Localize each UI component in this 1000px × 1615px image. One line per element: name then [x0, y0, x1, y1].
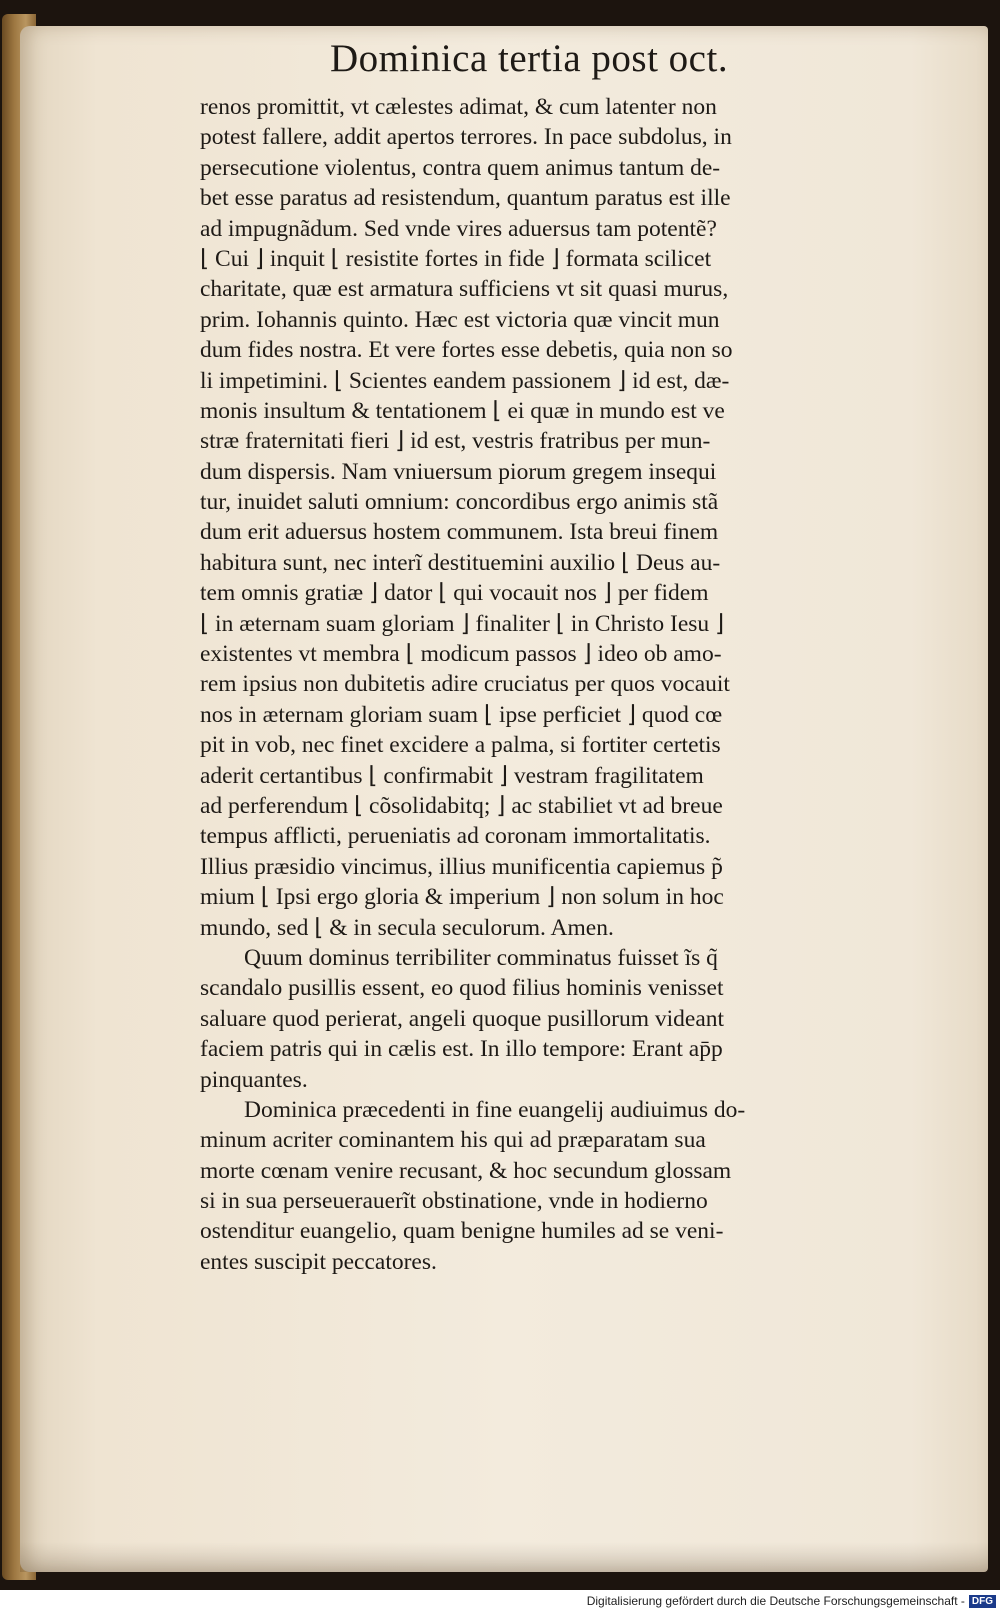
- text-line: tempus afflicti, perueniatis ad coronam immortalitatis.: [200, 823, 711, 850]
- text-line: scandalo pusillis essent, eo quod filius hominis venisset: [200, 975, 724, 1002]
- text-line: dum erit aduersus hostem communem. Ista breui finem: [200, 519, 719, 546]
- text-line: potest fallere, addit apertos terrores. In pace subdolus, in: [200, 124, 732, 151]
- text-line: pit in vob, nec finet excidere a palma, si fortiter certetis: [200, 732, 721, 759]
- text-line: si in sua perseuerauerĩt obstinatione, vnde in hodierno: [200, 1188, 708, 1215]
- text-line: bet esse paratus ad resistendum, quantum paratus est ille: [200, 185, 731, 212]
- text-line: rem ipsius non dubitetis adire cruciatus per quos vocauit: [200, 671, 730, 698]
- text-line: ostenditur euangelio, quam benigne humiles ad se veni-: [200, 1218, 724, 1245]
- text-line: Dominica præcedenti in fine euangelij audiuimus do-: [244, 1096, 746, 1123]
- text-line: charitate, quæ est armatura sufficiens vt sit quasi murus,: [200, 276, 729, 303]
- text-line: pinquantes.: [200, 1066, 308, 1093]
- text-line: saluare quod perierat, angeli quoque pusillorum videant: [200, 1005, 725, 1032]
- text-line: ad impugnãdum. Sed vnde vires aduersus tam potentẽ?: [200, 215, 717, 242]
- digitization-credit: [587, 1594, 996, 1608]
- text-line: mium ⌊ Ipsi ergo gloria & imperium ⌋ non solum in hoc: [200, 884, 724, 911]
- text-line: tur, inuidet saluti omnium: concordibus ergo animis stã: [200, 489, 719, 516]
- text-line: ⌊ in æternam suam gloriam ⌋ finaliter ⌊ in Christo Iesu ⌋: [200, 610, 725, 637]
- paragraph-2: [200, 943, 920, 1095]
- text-line: tem omnis gratiæ ⌋ dator ⌊ qui vocauit nos ⌋ per fidem: [200, 580, 709, 607]
- text-line: nos in æternam gloriam suam ⌊ ipse perficiet ⌋ quod cœ: [200, 701, 723, 728]
- paragraph-3: [200, 1095, 920, 1277]
- text-line: mundo, sed ⌊ & in secula seculorum. Amen.: [200, 914, 614, 941]
- paragraph-1: [200, 92, 920, 943]
- text-line: monis insultum & tentationem ⌊ ei quæ in mundo est ve: [200, 397, 725, 424]
- text-line: habitura sunt, nec interĩ destituemini auxilio ⌊ Deus au-: [200, 549, 721, 576]
- text-line: entes suscipit peccatores.: [200, 1248, 437, 1275]
- dfg-logo: DFG: [969, 1595, 996, 1608]
- text-line: faciem patris qui in cælis est. In illo tempore: Erant ap̄p: [200, 1036, 723, 1063]
- text-line: persecutione violentus, contra quem animus tantum de-: [200, 154, 721, 181]
- text-line: minum acriter cominantem his qui ad præparatam sua: [200, 1127, 706, 1154]
- text-line: ad perferendum ⌊ cõsolidabitq; ⌋ ac stabiliet vt ad breue: [200, 792, 723, 819]
- running-header: Dominica tertia post oct.: [330, 37, 729, 80]
- text-line: existentes vt membra ⌊ modicum passos ⌋ ideo ob amo-: [200, 641, 722, 668]
- text-line: stræ fraternitati fieri ⌋ id est, vestris fratribus per mun-: [200, 428, 711, 455]
- text-line: dum dispersis. Nam vniuersum piorum gregem insequi: [200, 458, 717, 485]
- text-line: morte cœnam venire recusant, & hoc secundum glossam: [200, 1157, 732, 1184]
- body-text: [200, 92, 920, 1277]
- text-line: ⌊ Cui ⌋ inquit ⌊ resistite fortes in fide ⌋ formata scilicet: [200, 245, 712, 272]
- text-line: prim. Iohannis quinto. Hæc est victoria quæ vincit mun: [200, 306, 720, 333]
- text-line: li impetimini. ⌊ Scientes eandem passionem ⌋ id est, dæ-: [200, 367, 730, 394]
- text-line: renos promittit, vt cælestes adimat, & cum latenter non: [200, 94, 717, 120]
- text-line: dum fides nostra. Et vere fortes esse debetis, quia non so: [200, 337, 733, 364]
- text-line: aderit certantibus ⌊ confirmabit ⌋ vestram fragilitatem: [200, 762, 704, 789]
- text-line: Illius præsidio vincimus, illius munificentia capiemus p̃: [200, 853, 723, 880]
- credit-text: Digitalisierung gefördert durch die Deutsche Forschungsgemeinschaft -: [586, 1594, 965, 1608]
- text-line: Quum dominus terribiliter comminatus fuisset ĩs q̃: [244, 944, 718, 971]
